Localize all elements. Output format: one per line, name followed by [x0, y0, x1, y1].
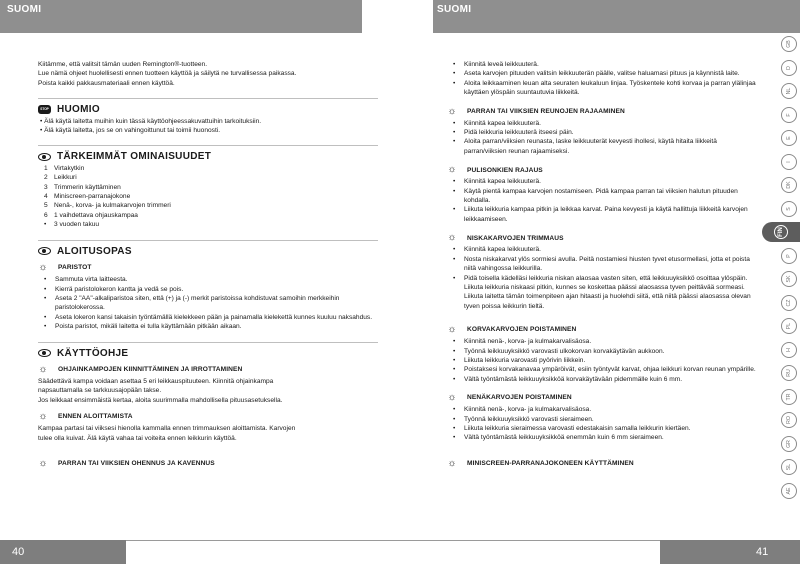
list-item: • Aloita leikkaaminen leuan alta seuraten leukaluun linjaa. Työskentele kohti korvaa ja parran ylälinjaa käyttäen ylöspäin suuntautuvia liikkeitä. [453, 79, 759, 98]
subsection-combs [38, 365, 378, 375]
sun-icon: ☼ [38, 457, 48, 469]
list-item: • Älä käytä laitetta muihin kuin tässä käyttöohjeessakuvattuihin tarkoituksiin. [40, 117, 262, 125]
list-item: • Aseta lokeron kansi takaisin työntämällä kielekkeen pään ja painamalla kielekettä kunnes kuuluu naksahdus. [44, 313, 378, 322]
features-list [44, 164, 378, 230]
list-item: • Liikuta leikkuria kampaa pitkin ja leikkaa karvat. Paina kevyesti ja käytä hallittuja liikkeitä karvojen leikkaamiseen. [453, 205, 759, 224]
language-tab-sl[interactable]: SL [781, 459, 797, 475]
list-item: • Työnnä leikkuuyksikkö varovasti sieraimeen. [453, 415, 759, 424]
list-item: • Vältä työntämästä leikkuuyksikköä enemmän kuin 6 mm sieraimeen. [453, 433, 759, 442]
sun-icon: ☼ [38, 262, 48, 274]
list-item: • 3 vuoden takuu [44, 221, 100, 229]
footer-divider [126, 540, 400, 541]
page-header-left: SUOMI [0, 0, 362, 33]
list-item: • Käytä pientä kampaa karvojen nostamiseen. Pidä kampaa parran tai viiksien halutun pituuden kohdalla. [453, 187, 759, 206]
list-item: 2 Leikkuri [44, 174, 77, 182]
section-start [38, 240, 378, 256]
list-item: 4 Miniscreen-parranajokone [44, 193, 131, 201]
list-item: • Aseta 2 "AA"-alkaliparistoa siten, että (+) ja (-) merkit paristoissa kohdistuvat samoihin merkkeihin paristolokerossa. [44, 294, 378, 313]
subsection-title: NENÄKARVOJEN POISTAMINEN [467, 394, 572, 402]
section-huomio [38, 98, 378, 114]
language-tab-fin[interactable]: FIN [762, 222, 800, 242]
subsection-title: PARRAN TAI VIIKSIEN OHENNUS JA KAVENNUS [58, 460, 215, 468]
right-page [400, 0, 800, 564]
list-item: • Liikuta leikkuria sieraimessa varovasti edestakaisin samalla leikkurin kiertäen. [453, 424, 759, 433]
list-item: • Nosta niskakarvat ylös sormiesi avulla. Peitä nostamiesi hiusten tyvet etusormellasi, jotta et poista niitä vahingossa leikkurilla. [453, 255, 759, 274]
section-title: HUOMIO [57, 104, 100, 116]
list-item: • Työnnä leikkuuyksikkö varovasti ulkokorvan korvakäytävän aukkoon. [453, 347, 759, 356]
left-content [38, 60, 378, 469]
list-item: • Vältä työntämästä leikkuuyksikköä korvakäytävään pidemmälle kuin 6 mm. [453, 375, 759, 384]
list-item: • Kiinnitä nenä-, korva- ja kulmakarvalisäosa. [453, 405, 759, 414]
language-tab-nl[interactable]: NL [781, 83, 797, 99]
sun-icon: ☼ [447, 164, 457, 176]
language-tab-ae[interactable]: AE [781, 483, 797, 499]
subsection-title: OHJAINKAMPOJEN KIINNITTÄMINEN JA IRROTTAMINEN [58, 366, 243, 374]
page-number-left: 40 [0, 540, 126, 564]
sun-icon: ☼ [447, 392, 457, 404]
edges-list [453, 119, 759, 157]
list-item: • Sammuta virta laitteesta. [44, 275, 378, 284]
sun-icon: ☼ [38, 411, 48, 423]
list-item: 6 1 vaihdettava ohjauskampaa [44, 211, 138, 219]
language-tab-s[interactable]: S [781, 201, 797, 217]
page-header-right: SUOMI [433, 0, 800, 33]
list-item: • Pidä toisella kädelläsi leikkuria niskan alaosaa vasten siten, että leikkuuyksikkö osoittaa ylöspäin. Liikuta leikkuria niskaasi pitkin, kunnes se koskettaa päässi alaosassa tyven peittävää sormeasi. Liikuta laitetta tämän toimenpiteen ajan hitaasti ja huolehdi siitä, että niitä päässi alaosassa olevan tyven poissa leikkurin tieltä. [453, 274, 759, 312]
neck-list [453, 245, 759, 311]
eye-icon [38, 349, 51, 357]
sun-icon: ☼ [447, 105, 457, 117]
combs-text: Säädettävä kampa voidaan asettaa 5 eri leikkauspituuteen. Kiinnitä ohjainkampa napsauttamalla se tarkkuusajopään takse. Jos leikkaat ensimmäistä kertaa, aloita suurimmalla mahdollisella pituusasetuksella. [38, 377, 283, 404]
intro-line: Lue nämä ohjeet huolellisesti ennen tuotteen käyttöä ja säilytä ne turvallisessa paikassa. [38, 70, 297, 78]
intro-text [38, 60, 378, 88]
language-tab-dk[interactable]: DK [781, 177, 797, 193]
top-list [453, 60, 759, 98]
list-item: • Aseta karvojen pituuden valitsin leikkuuterän päälle, valitse haluamasi pituus ja käynnistä laite. [453, 69, 759, 78]
intro-line: Kiitämme, että valitsit tämän uuden Remington®-tuotteen. [38, 61, 208, 68]
list-item: • Liikuta leikkuria varovasti pyörivin liikkein. [453, 356, 759, 365]
subsection-title: ENNEN ALOITTAMISTA [58, 413, 133, 421]
list-item: • Aloita parran/viiksien reunasta, laske leikkuuterät kevyesti ihollesi, käytä hitaita liikkeitä parran/viiksien reunan rajaamiseksi. [453, 137, 759, 156]
language-tab-d[interactable]: D [781, 60, 797, 76]
list-item: 3 Trimmerin käyttäminen [44, 183, 121, 191]
eye-icon [38, 247, 51, 255]
language-tab-f[interactable]: F [781, 107, 797, 123]
subsection-before [38, 412, 378, 422]
subsection-thinning [38, 459, 378, 469]
list-item: • Kiinnitä kapea leikkuuterä. [453, 119, 759, 128]
language-tab-sk[interactable]: SK [781, 271, 797, 287]
sun-icon: ☼ [447, 457, 457, 469]
page-number-right: 41 [660, 540, 800, 564]
language-tab-ru[interactable]: RU [781, 365, 797, 381]
sun-icon: ☼ [447, 324, 457, 336]
list-item: • Poistaksesi korvakanavaa ympäröivät, esiin työntyvät karvat, ohjaa leikkuri korvan reunan ympärille. [453, 365, 759, 374]
list-item: • Kiinnitä nenä-, korva- ja kulmakarvalisäosa. [453, 337, 759, 346]
right-content [447, 60, 759, 469]
before-text: Kampaa partasi tai viiksesi hienolla kammalla ennen trimmauksen aloittamista. Karvojen tulee olla kuivat. Älä käytä vahaa tai voiteita ennen leikkurin käyttöä. [38, 425, 296, 442]
language-tab-i[interactable]: I [781, 154, 797, 170]
sun-icon: ☼ [38, 363, 48, 375]
list-item: • Kiinnitä kapea leikkuuterä. [453, 245, 759, 254]
stop-icon: STOP [38, 105, 51, 114]
subsection-nose [447, 393, 759, 403]
list-item: • Kiinnitä leveä leikkuuterä. [453, 60, 759, 69]
language-tab-ro[interactable]: RO [781, 412, 797, 428]
subsection-title: KORVAKARVOJEN POISTAMINEN [467, 326, 577, 334]
sideburns-list [453, 177, 759, 224]
huomio-list [40, 117, 378, 136]
language-tabs [760, 36, 800, 516]
language-tab-cz[interactable]: CZ [781, 295, 797, 311]
subsection-title: MINISCREEN-PARRANAJOKONEEN KÄYTTÄMINEN [467, 460, 634, 468]
language-tab-h[interactable]: H [781, 342, 797, 358]
subsection-ear [447, 325, 759, 335]
list-item: • Älä käytä laitetta, jos se on vahingoittunut tai toimii huonosti. [40, 127, 221, 135]
batteries-list [44, 275, 378, 331]
list-item: • Kierrä paristolokeron kantta ja vedä se pois. [44, 285, 378, 294]
language-tab-gr[interactable]: GR [781, 436, 797, 452]
subsection-neck [447, 233, 759, 243]
section-title: KÄYTTÖOHJE [57, 347, 129, 359]
sun-icon: ☼ [447, 232, 457, 244]
subsection-title: NISKAKARVOJEN TRIMMAUS [467, 234, 564, 242]
section-usage [38, 342, 378, 358]
language-tab-tr[interactable]: TR [781, 389, 797, 405]
subsection-title: PULISONKIEN RAJAUS [467, 166, 543, 174]
section-features [38, 145, 378, 161]
language-tab-gb[interactable]: GB [781, 36, 797, 52]
list-item: • Kiinnitä kapea leikkuuterä. [453, 177, 759, 186]
subsection-miniscreen [447, 459, 759, 469]
language-tab-e[interactable]: E [781, 130, 797, 146]
ear-list [453, 337, 759, 384]
eye-icon [38, 153, 51, 161]
section-title: TÄRKEIMMÄT OMINAISUUDET [57, 151, 212, 163]
subsection-edges [447, 107, 759, 117]
subsection-sideburns [447, 165, 759, 175]
nose-list [453, 405, 759, 443]
subsection-batteries [38, 263, 378, 273]
subsection-title: PARISTOT [58, 264, 92, 272]
section-title: ALOITUSOPAS [57, 245, 132, 257]
intro-line: Poista kaikki pakkausmateriaali ennen käyttöä. [38, 79, 175, 87]
list-item: 5 Nenä-, korva- ja kulmakarvojen trimmeri [44, 202, 171, 210]
list-item: • Poista paristot, mikäli laitetta ei tulla käyttämään pitkään aikaan. [44, 322, 378, 331]
subsection-title: PARRAN TAI VIIKSIEN REUNOJEN RAJAAMINEN [467, 107, 625, 115]
footer-divider [400, 540, 660, 541]
language-tab-pl[interactable]: PL [781, 318, 797, 334]
list-item: • Pidä leikkuria leikkuuterä itseesi päin. [453, 128, 759, 137]
list-item: 1 Virtakytkin [44, 164, 85, 172]
language-tab-p[interactable]: P [781, 248, 797, 264]
